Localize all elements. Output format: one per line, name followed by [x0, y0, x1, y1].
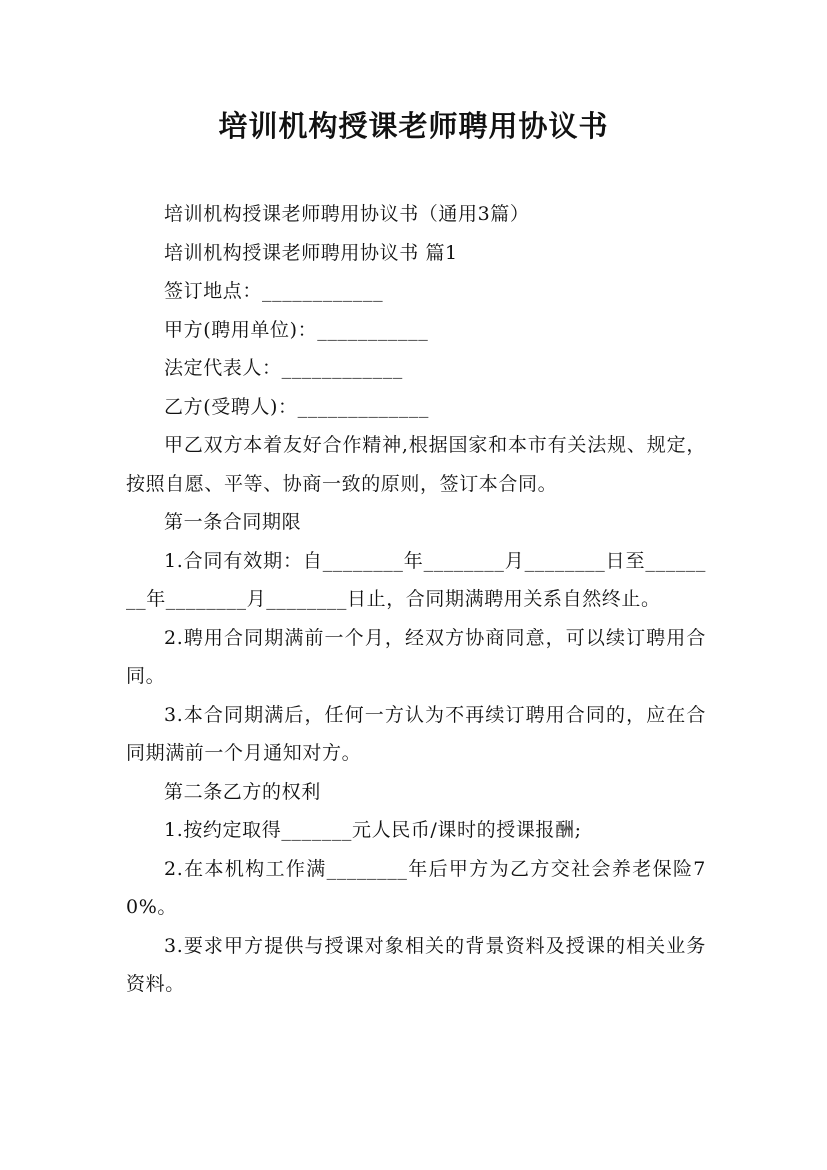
document-body	[126, 195, 706, 1004]
paragraph-article-1-item-1: 1.合同有效期：自________年________月________日至________年________月________日止，合同期满聘用关系自然终止。	[126, 549, 706, 610]
paragraph-part-heading: 培训机构授课老师聘用协议书 篇1	[164, 241, 458, 264]
paragraph-article-1-item-2: 2.聘用合同期满前一个月，经双方协商同意，可以续订聘用合同。	[126, 626, 706, 687]
paragraph-article-2-heading: 第二条乙方的权利	[164, 780, 321, 803]
paragraph-article-1-item-3: 3.本合同期满后，任何一方认为不再续订聘用合同的，应在合同期满前一个月通知对方。	[126, 703, 706, 764]
paragraph-signing-place: 签订地点：____________	[164, 280, 384, 302]
document-title: 培训机构授课老师聘用协议书	[218, 109, 609, 143]
paragraph-subtitle: 培训机构授课老师聘用协议书（通用3篇）	[164, 203, 530, 225]
paragraph-party-a: 甲方(聘用单位)：___________	[164, 318, 429, 341]
paragraph-preamble: 甲乙双方本着友好合作精神,根据国家和本市有关法规、规定，按照自愿、平等、协商一致的原则，签订本合同。	[126, 434, 706, 495]
paragraph-article-1-heading: 第一条合同期限	[164, 511, 302, 533]
paragraph-article-2-item-3: 3.要求甲方提供与授课对象相关的背景资料及授课的相关业务资料。	[126, 934, 706, 995]
paragraph-article-2-item-1: 1.按约定取得_______元人民币/课时的授课报酬;	[164, 819, 582, 841]
paragraph-article-2-item-2: 2.在本机构工作满________年后甲方为乙方交社会养老保险70%。	[126, 857, 706, 918]
paragraph-legal-representative: 法定代表人：____________	[164, 357, 403, 379]
paragraph-party-b: 乙方(受聘人)：_____________	[164, 395, 429, 418]
